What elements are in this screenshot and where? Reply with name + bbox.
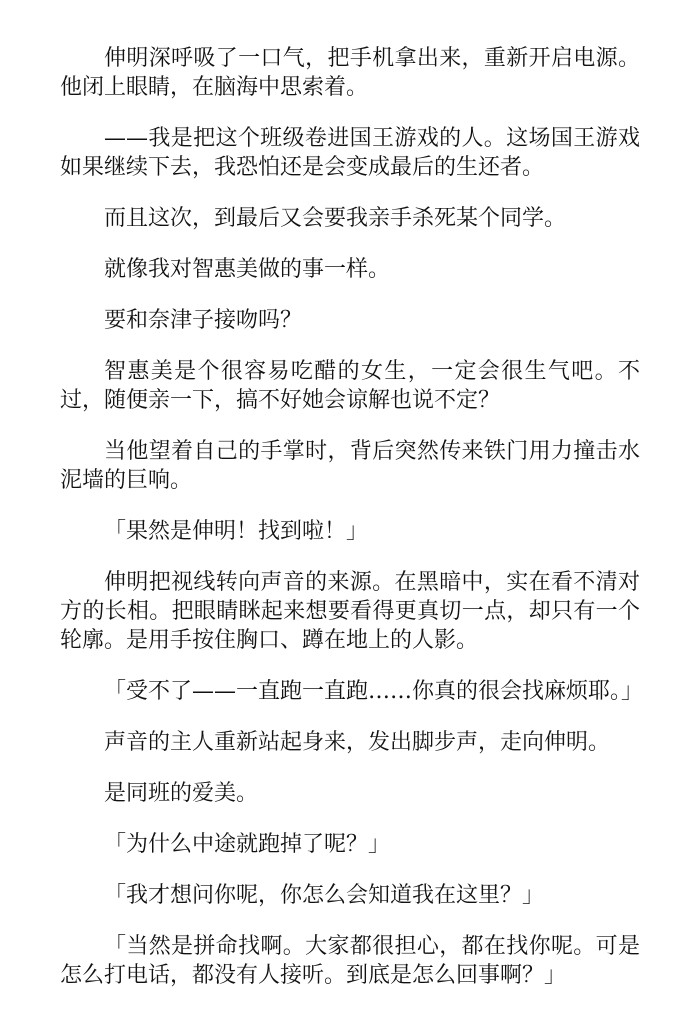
paragraph-11: 声音的主人重新站起身来，发出脚步声，走向伸明。 <box>104 730 611 755</box>
paragraph-1: 伸明深呼吸了一口气，把手机拿出来，重新开启电源。他闭上眼睛，在脑海中思索着。 <box>60 46 640 100</box>
paragraph-12: 是同班的爱美。 <box>104 781 259 806</box>
dialogue-5: 「当然是拼命找啊。大家都很担心，都在找你呢。可是怎么打电话，都没有人接听。到底是怎么回事啊？」 <box>60 934 640 988</box>
book-page <box>60 44 644 1012</box>
paragraph-2: ——我是把这个班级卷进国王游戏的人。这场国王游戏如果继续下去，我恐怕还是会变成最后的生还者。 <box>60 126 640 180</box>
paragraph-3: 而且这次，到最后又会要我亲手杀死某个同学。 <box>104 206 567 231</box>
dialogue-1: 「果然是伸明！找到啦！」 <box>104 519 369 544</box>
paragraph-7: 当他望着自己的手掌时，背后突然传来铁门用力撞击水泥墙的巨响。 <box>60 439 640 493</box>
paragraph-6: 智惠美是个很容易吃醋的女生，一定会很生气吧。不过，随便亲一下，搞不好她会谅解也说不定？ <box>60 359 640 413</box>
dialogue-4: 「我才想问你呢，你怎么会知道我在这里？」 <box>104 883 545 908</box>
paragraph-9: 伸明把视线转向声音的来源。在黑暗中，实在看不清对方的长相。把眼睛眯起来想要看得更真切一点，却只有一个轮廓。是用手按住胸口、蹲在地上的人影。 <box>60 570 640 653</box>
paragraph-5: 要和奈津子接吻吗？ <box>104 308 303 333</box>
dialogue-2: 「受不了——一直跑一直跑……你真的很会找麻烦耶。」 <box>104 679 644 704</box>
dialogue-3: 「为什么中途就跑掉了呢？」 <box>104 832 391 857</box>
paragraph-4: 就像我对智惠美做的事一样。 <box>104 257 391 282</box>
